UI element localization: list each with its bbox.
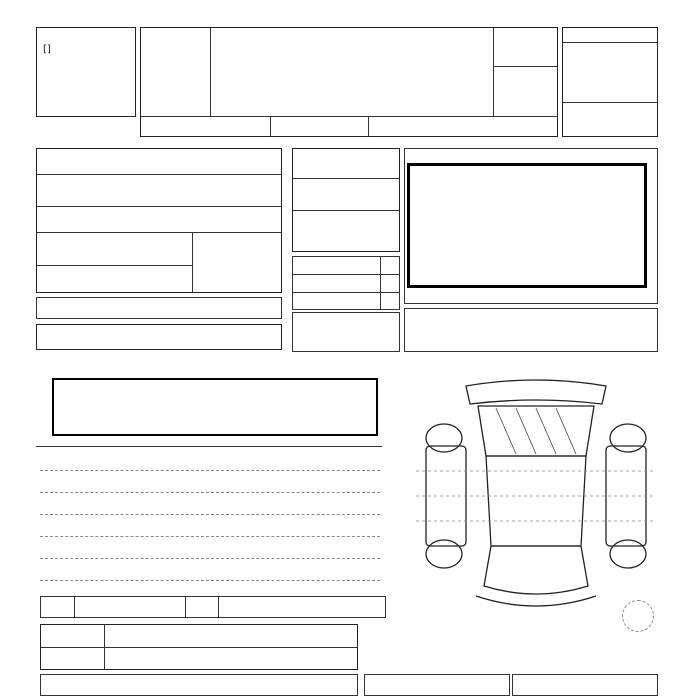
capacity-box [292, 256, 400, 310]
car-damage-diagram [416, 376, 656, 626]
tools-box [364, 674, 510, 696]
jack-box [512, 674, 658, 696]
rating-box [562, 27, 658, 137]
lot-box [36, 27, 136, 117]
model-info-row [36, 297, 282, 319]
wheel-rear-right [610, 540, 646, 568]
car-body-top [486, 456, 586, 546]
wheel-rear-left [426, 540, 462, 568]
wheel-front-left [426, 424, 462, 452]
shift-box [292, 148, 400, 252]
vehicle-header-box [140, 27, 558, 137]
wheel-front-right [610, 424, 646, 452]
rear-bumper [476, 596, 596, 606]
claim-notice-box [52, 378, 378, 436]
after-market-box [404, 308, 658, 352]
spare-tire-icon [622, 600, 654, 632]
title-change-box [292, 312, 400, 352]
recycle-box [36, 324, 282, 350]
certificate-row [40, 674, 358, 696]
car-rear [484, 546, 588, 594]
vehicle-detail-box [36, 148, 282, 293]
damage-legend-row [40, 596, 386, 618]
car-roof-front [466, 380, 606, 404]
lot-year: [] [43, 44, 51, 55]
car-windshield [478, 406, 594, 456]
